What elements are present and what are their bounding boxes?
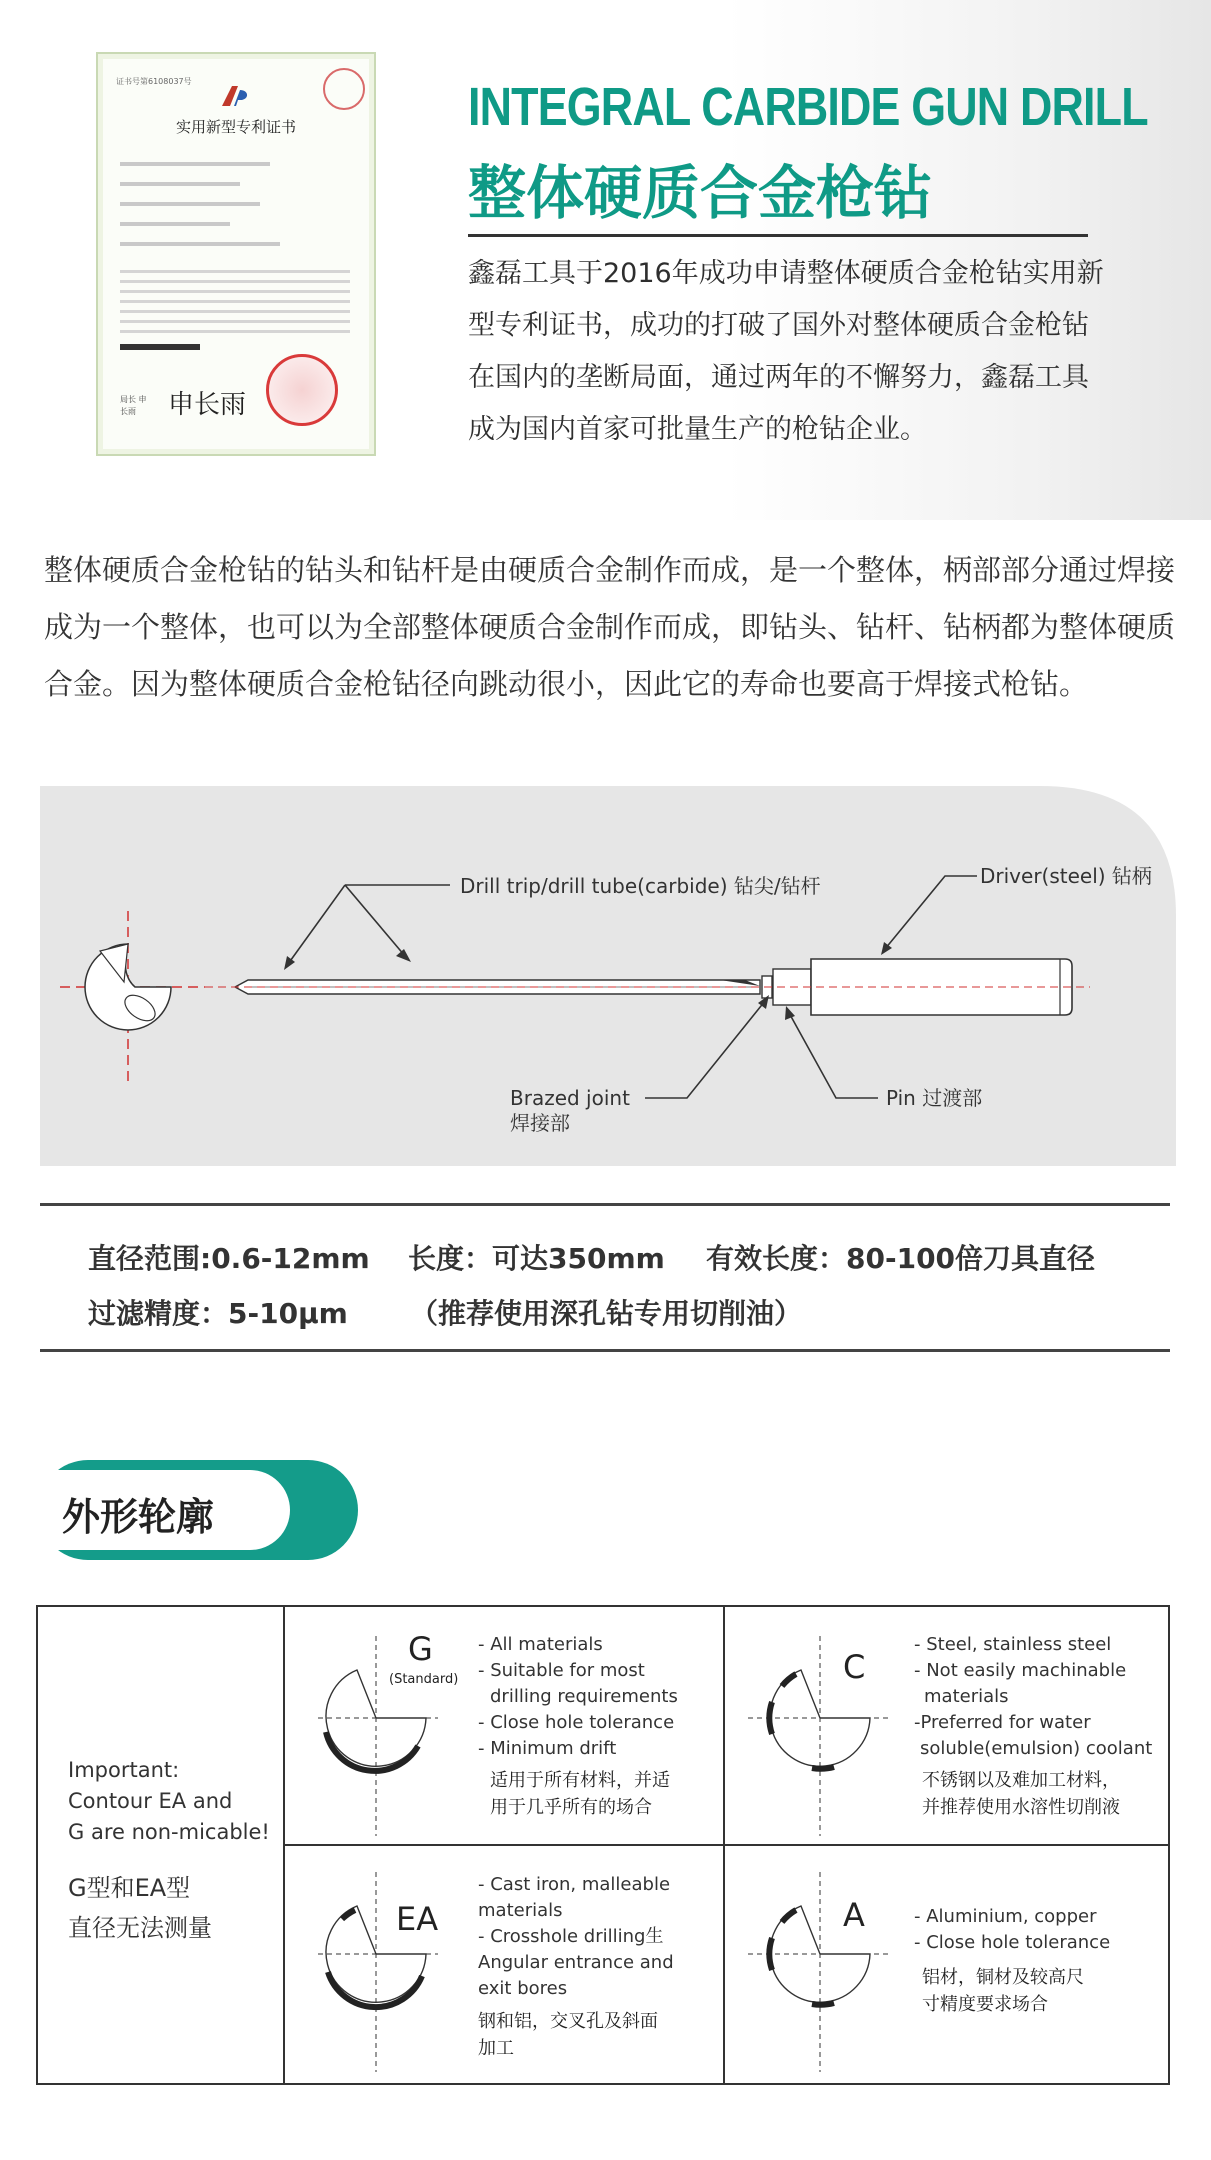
profile-g-label: G <box>408 1630 433 1668</box>
patent-certificate-image <box>96 52 376 456</box>
bullet: - Crosshole drilling生 <box>478 1926 664 1947</box>
certificate-title: 实用新型专利证书 <box>175 118 296 136</box>
spec-divider-bottom <box>40 1349 1170 1352</box>
bullet: - Suitable for most <box>478 1660 645 1681</box>
important-line: G型和EA型 <box>68 1874 191 1902</box>
profile-ea-bullets <box>478 1872 674 2002</box>
cert-line <box>120 330 350 333</box>
profile-a-note <box>922 1964 1084 2018</box>
profile-c-bullets <box>914 1632 1152 1762</box>
spec-divider-top <box>40 1203 1170 1206</box>
corner-seal-icon <box>323 68 365 110</box>
profile-g-note <box>490 1767 670 1821</box>
cert-barcode <box>120 344 200 350</box>
cert-line <box>120 290 350 293</box>
important-line: 直径无法测量 <box>68 1914 212 1942</box>
label-drill-tip: Drill trip/drill tube(carbide) 钻尖/钻杆 <box>460 874 821 898</box>
table-divider <box>283 1844 1168 1846</box>
cert-line <box>120 300 350 303</box>
cert-line <box>120 162 270 166</box>
description-paragraph: 整体硬质合金枪钻的钻头和钻杆是由硬质合金制作而成，是一个整体，柄部部分通过焊接成为一个整体，也可以为全部整体硬质合金制作而成，即钻头、钻杆、钻柄都为整体硬质合金。因为整体硬质合金枪钻径向跳动很小，因此它的寿命也要高于焊接式枪钻。 <box>44 553 1176 701</box>
cert-line <box>120 310 350 313</box>
cert-line <box>120 222 230 226</box>
cert-line <box>120 182 240 186</box>
note-line: 寸精度要求场合 <box>922 1994 1048 2015</box>
profile-c-note <box>922 1767 1120 1821</box>
patent-logo-icon <box>218 82 252 110</box>
title-chinese: 整体硬质合金枪钻 <box>468 159 933 227</box>
bullet: Angular entrance and <box>478 1952 674 1973</box>
profile-g-sublabel: (Standard) <box>389 1672 459 1687</box>
note-line: 用于几乎所有的场合 <box>490 1797 652 1818</box>
profile-a-label: A <box>843 1896 865 1934</box>
title-divider <box>468 234 1088 237</box>
drill-diagram <box>40 786 1176 1166</box>
note-line: 不锈钢以及难加工材料， <box>922 1770 1120 1791</box>
label-driver: Driver(steel) 钻柄 <box>980 864 1152 888</box>
profile-g-bullets <box>478 1632 678 1762</box>
spec-diameter: 直径范围:0.6-12mm <box>88 1242 370 1275</box>
note-line: 钢和铝，交叉孔及斜面 <box>478 2011 658 2032</box>
bullet: drilling requirements <box>490 1686 678 1707</box>
spec-filter-precision: 过滤精度：5-10μm <box>88 1297 348 1330</box>
profile-c-label: C <box>843 1648 866 1686</box>
bullet: - All materials <box>478 1634 603 1655</box>
bullet: exit bores <box>478 1978 568 1999</box>
bullet: soluble(emulsion) coolant <box>920 1738 1153 1759</box>
label-brazed-joint-cn: 焊接部 <box>510 1111 570 1135</box>
intro-text: 鑫磊工具于2016年成功申请整体硬质合金枪钻实用新型专利证书，成功的打破了国外对整体硬质合金枪钻在国内的垄断局面，通过两年的不懈努力，鑫磊工具成为国内首家可批量生产的枪钻企业。 <box>468 258 1104 445</box>
bullet: materials <box>478 1900 563 1921</box>
official-seal-icon <box>266 354 338 426</box>
cert-line <box>120 270 350 273</box>
spec-oil-note: （推荐使用深孔钻专用切削油） <box>410 1297 803 1330</box>
important-line: G are non-micable! <box>68 1820 270 1844</box>
important-note-cn <box>68 1868 288 1948</box>
bullet: - Cast iron, malleable <box>478 1874 671 1895</box>
bullet: - Close hole tolerance <box>478 1712 675 1733</box>
spec-length: 长度：可达350mm <box>408 1242 665 1275</box>
profile-c-icon <box>748 1636 888 1836</box>
certificate-signature-label: 局长 申长雨 <box>120 395 147 416</box>
important-line: Important: <box>68 1758 180 1782</box>
certificate-signature: 申长雨 <box>168 390 247 420</box>
profile-a-bullets <box>914 1904 1110 1956</box>
label-brazed-joint-en: Brazed joint <box>510 1086 630 1110</box>
note-line: 加工 <box>478 2038 514 2059</box>
bullet: - Close hole tolerance <box>914 1932 1111 1953</box>
bullet: -Preferred for water <box>914 1712 1091 1733</box>
cert-line <box>120 280 350 283</box>
profile-a-icon <box>748 1872 888 2072</box>
profile-ea-label: EA <box>396 1900 439 1938</box>
drill-driver <box>811 959 1072 1015</box>
cert-line <box>120 242 280 246</box>
important-line: Contour EA and <box>68 1789 233 1813</box>
spec-effective-length: 有效长度：80-100倍刀具直径 <box>706 1242 1096 1275</box>
bullet: - Steel, stainless steel <box>914 1634 1112 1655</box>
cert-line <box>120 320 350 323</box>
note-line: 并推荐使用水溶性切削液 <box>922 1797 1120 1818</box>
bullet: - Not easily machinable <box>914 1660 1127 1681</box>
title-english: INTEGRAL CARBIDE GUN DRILL <box>468 77 1148 137</box>
bullet: materials <box>924 1686 1009 1707</box>
note-line: 适用于所有材料，并适 <box>490 1770 670 1791</box>
note-line: 铝材，铜材及较高尺 <box>922 1967 1084 1988</box>
section-title: 外形轮廓 <box>62 1495 215 1539</box>
label-pin: Pin 过渡部 <box>886 1086 983 1110</box>
important-note-en <box>68 1755 288 1848</box>
cert-line <box>120 202 260 206</box>
bullet: - Aluminium, copper <box>914 1906 1097 1927</box>
bullet: - Minimum drift <box>478 1738 617 1759</box>
certificate-number: 证书号第6108037号 <box>116 77 192 86</box>
profile-ea-note <box>478 2008 658 2062</box>
